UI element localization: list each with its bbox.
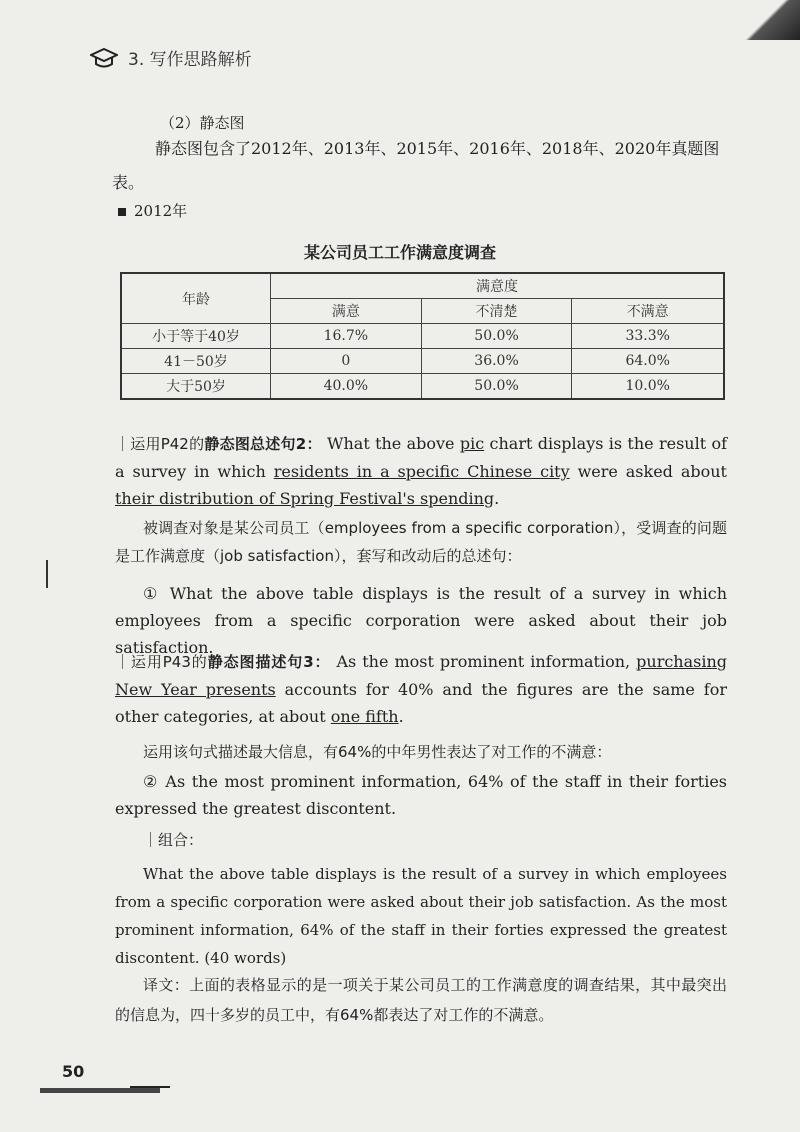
row-header: 年龄 [121,273,271,324]
row-label: 大于50岁 [121,374,271,400]
analysis-paragraph-1: 被调查对象是某公司员工（employees from a specific corporation），受调查的问题是工作满意度（job satisfaction），套写和改动后的总述句： [115,519,727,565]
table-cell: 33.3% [572,324,724,349]
footer-line [130,1086,170,1088]
table-cell: 16.7% [271,324,422,349]
year-label: 2012年 [134,202,188,220]
row-label: 小于等于40岁 [121,324,271,349]
section-heading: （2）静态图 [160,114,245,132]
footer-bar [40,1088,160,1093]
column-header: 不清楚 [421,299,572,324]
example-sentence-2: ② As the most prominent information, 64% of the staff in their forties expressed the greatest discontent. [115,772,727,818]
analysis-paragraph-2: 运用该句式描述最大信息，有64%的中年男性表达了对工作的不满意： [143,743,612,761]
combination-label: ｜组合： [143,831,204,849]
column-header: 不满意 [572,299,724,324]
row-label: 41－50岁 [121,349,271,374]
table-cell: 50.0% [421,324,572,349]
table-cell: 0 [271,349,422,374]
table-cell: 36.0% [421,349,572,374]
year-bullet [118,200,187,222]
table-cell: 40.0% [271,374,422,400]
table-cell: 50.0% [421,374,572,400]
template-sentence-2: ｜运用P43的静态图描述句3： As the most prominent information, purchasing New Year presents accounts for 40% and the figures are the same for other categories, at about one fifth. [115,652,728,726]
table-cell: 64.0% [572,349,724,374]
page-number: 50 [62,1062,85,1081]
group-header: 满意度 [271,273,725,299]
table-title: 某公司员工工作满意度调查 [303,243,496,262]
chapter-header [90,45,252,70]
template-sentence-1: ｜运用P42的静态图总述句2： What the above pic chart displays is the result of a survey in which residents in a specific Chinese city were asked about their distribution of Spring Festival's spending. [115,434,728,508]
intro-text: 静态图包含了2012年、2013年、2015年、2016年、2018年、2020年真题图 [155,139,720,158]
bullet-square-icon [118,208,126,216]
translation-paragraph: 译文：上面的表格显示的是一项关于某公司员工的工作满意度的调查结果，其中最突出的信息为，四十多岁的员工中，有64%都表达了对工作的不满意。 [115,976,727,1024]
intro-text-cont: 表。 [112,173,145,192]
table-cell: 10.0% [572,374,724,400]
margin-mark [46,560,48,588]
table-row [121,349,724,374]
graduation-cap-icon [90,47,118,69]
chapter-title: 3. 写作思路解析 [128,50,252,70]
combined-paragraph: What the above table displays is the result of a survey in which employees from a specific corporation were asked about their job satisfaction. As the most prominent information, 64% of the staff in their forties expressed the greatest discontent. (40 words) [115,865,727,967]
table-row [121,324,724,349]
example-sentence-1: ① What the above table displays is the result of a survey in which employees from a specific corporation were asked about their job satisfaction. [115,584,727,657]
table-row [121,374,724,400]
column-header: 满意 [271,299,422,324]
page-corner-shadow [740,0,800,40]
satisfaction-table [120,272,725,400]
